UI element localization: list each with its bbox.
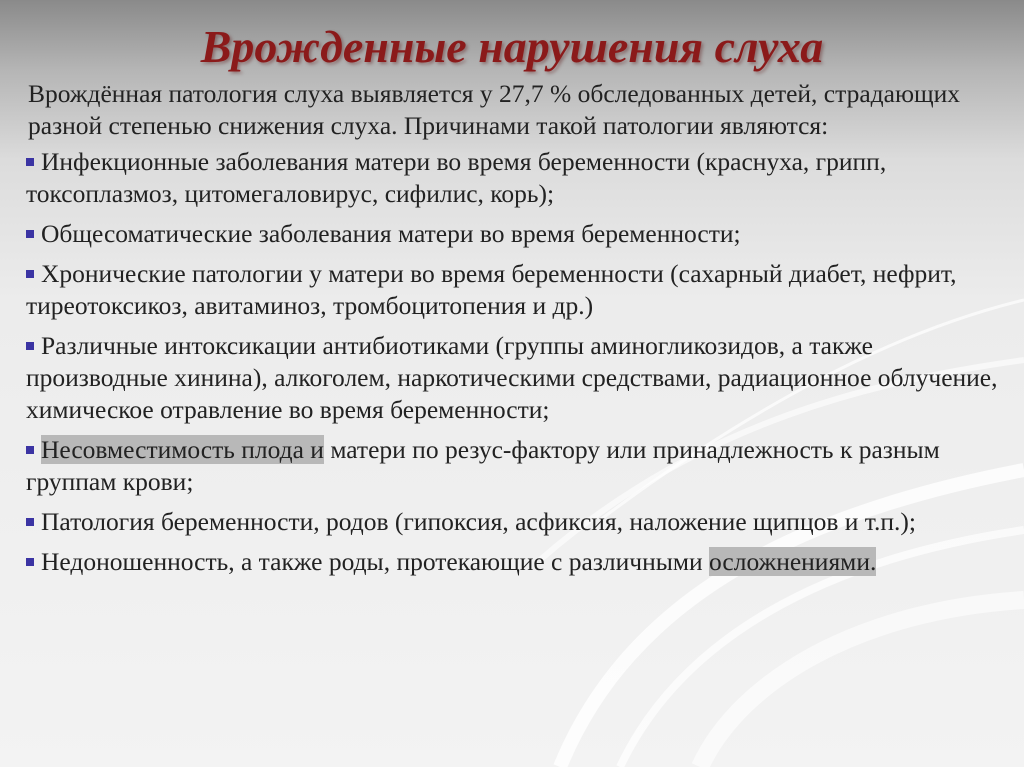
slide-body (26, 78, 1004, 578)
slide-title: Врожденные нарушения слуха (200, 21, 824, 72)
list-item-text: Хронические патологии у матери во время беременности (сахарный диабет, нефрит, тиреотоксикоз, авитаминоз, тромбоцитопения и др.) (26, 259, 957, 320)
square-bullet-icon (26, 518, 34, 526)
list-item (26, 146, 1004, 210)
list-item (26, 330, 1004, 426)
list-item-text: Различные интоксикации антибиотиками (группы аминогликозидов, а также производные хинина), алкоголем, наркотическими средствами, радиационное облучение, химическое отравление во время беременности; (26, 331, 998, 424)
list-item-text: Недоношенность, а также роды, протекающие с различными (41, 547, 710, 576)
square-bullet-icon (26, 270, 34, 278)
highlighted-text: Несовместимость плода и (41, 435, 324, 464)
list-item (26, 218, 1004, 250)
intro-paragraph: Врождённая патология слуха выявляется у 27,7 % обследованных детей, страдающих разной степенью снижения слуха. Причинами такой патологии являются: (28, 79, 961, 140)
list-item-text: матери по резус-фактору или принадлежность к разным группам крови; (26, 435, 940, 496)
highlighted-text: осложнениями. (709, 547, 877, 576)
square-bullet-icon (26, 158, 34, 166)
square-bullet-icon (26, 230, 34, 238)
list-item (26, 434, 1004, 498)
list-item-text: Патология беременности, родов (гипоксия, асфиксия, наложение щипцов и т.п.); (41, 507, 916, 536)
square-bullet-icon (26, 342, 34, 350)
square-bullet-icon (26, 446, 34, 454)
list-item-text: Инфекционные заболевания матери во время беременности (краснуха, грипп, токсоплазмоз, цитомегаловирус, сифилис, корь); (26, 147, 887, 208)
square-bullet-icon (26, 558, 34, 566)
list-item-text: Общесоматические заболевания матери во время беременности; (41, 219, 741, 248)
list-item (26, 546, 1004, 578)
list-item (26, 506, 1004, 538)
list-item (26, 258, 1004, 322)
